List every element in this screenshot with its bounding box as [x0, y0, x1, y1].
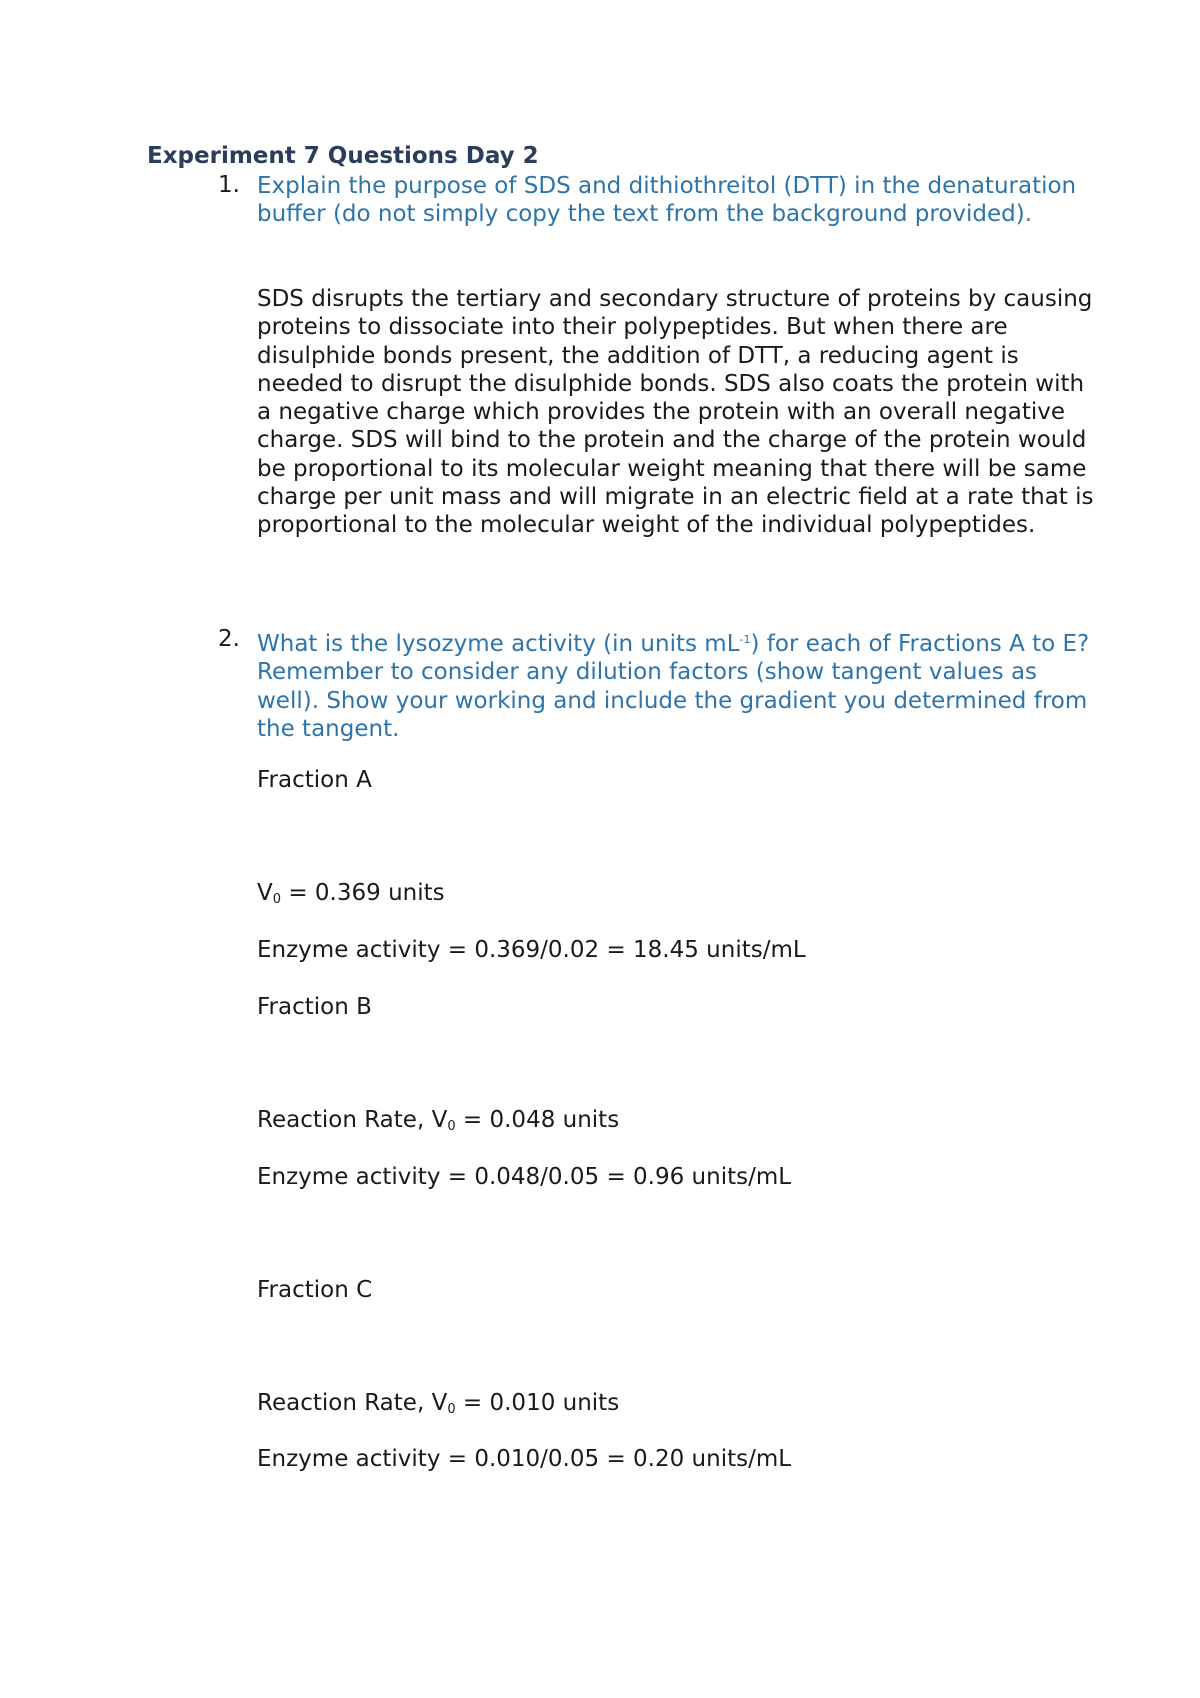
fraction-a-label: Fraction A: [257, 767, 372, 793]
question-2-number: 2.: [218, 626, 240, 652]
fraction-a-activity: Enzyme activity = 0.369/0.02 = 18.45 units/mL: [257, 937, 806, 963]
question-2-superscript: -1: [739, 633, 751, 646]
fraction-c-label: Fraction C: [257, 1277, 373, 1303]
fraction-b-rate-value: = 0.048 units: [455, 1107, 620, 1133]
question-2-text-start: What is the lysozyme activity (in units mL: [257, 631, 740, 657]
fraction-b-rate-subscript: 0: [447, 1119, 456, 1134]
fraction-c-rate-prefix: Reaction Rate, V: [257, 1390, 448, 1416]
question-1-number: 1.: [218, 172, 240, 198]
fraction-c-rate-value: = 0.010 units: [455, 1390, 620, 1416]
fraction-a-rate: [257, 880, 445, 907]
fraction-a-rate-prefix: V: [257, 880, 273, 906]
fraction-b-rate-prefix: Reaction Rate, V: [257, 1107, 448, 1133]
question-1-answer: SDS disrupts the tertiary and secondary structure of proteins by causing proteins to dissociate into their polypeptides. But when there are disulphide bonds present, the addition of DTT, a reducing agent is needed to disrupt the disulphide bonds. SDS also coats the protein with a negative charge which provides the protein with an overall negative charge. SDS will bind to the protein and the charge of the protein would be proportional to its molecular weight meaning that there will be same charge per unit mass and will migrate in an electric field at a rate that is proportional to the molecular weight of the individual polypeptides.: [257, 286, 1094, 539]
fraction-c-rate-subscript: 0: [447, 1402, 456, 1417]
fraction-c-activity: Enzyme activity = 0.010/0.05 = 0.20 units/mL: [257, 1446, 792, 1472]
question-1-text: Explain the purpose of SDS and dithiothreitol (DTT) in the denaturation buffer (do not simply copy the text from the background provided).: [257, 173, 1077, 228]
fraction-b-label: Fraction B: [257, 994, 372, 1020]
fraction-b-activity: Enzyme activity = 0.048/0.05 = 0.96 units/mL: [257, 1164, 792, 1190]
fraction-b-rate: [257, 1107, 619, 1134]
fraction-c-rate: [257, 1390, 619, 1417]
document-title: Experiment 7 Questions Day 2: [147, 143, 539, 169]
question-2-text: [257, 626, 1097, 743]
fraction-a-rate-value: = 0.369 units: [281, 880, 445, 906]
question-2-text-end: ) for each of Fractions A to E? Remember to consider any dilution factors (show tangent values as well). Show your working and include the gradient you determined from the tangent.: [257, 631, 1090, 742]
fraction-a-rate-subscript: 0: [272, 892, 282, 907]
